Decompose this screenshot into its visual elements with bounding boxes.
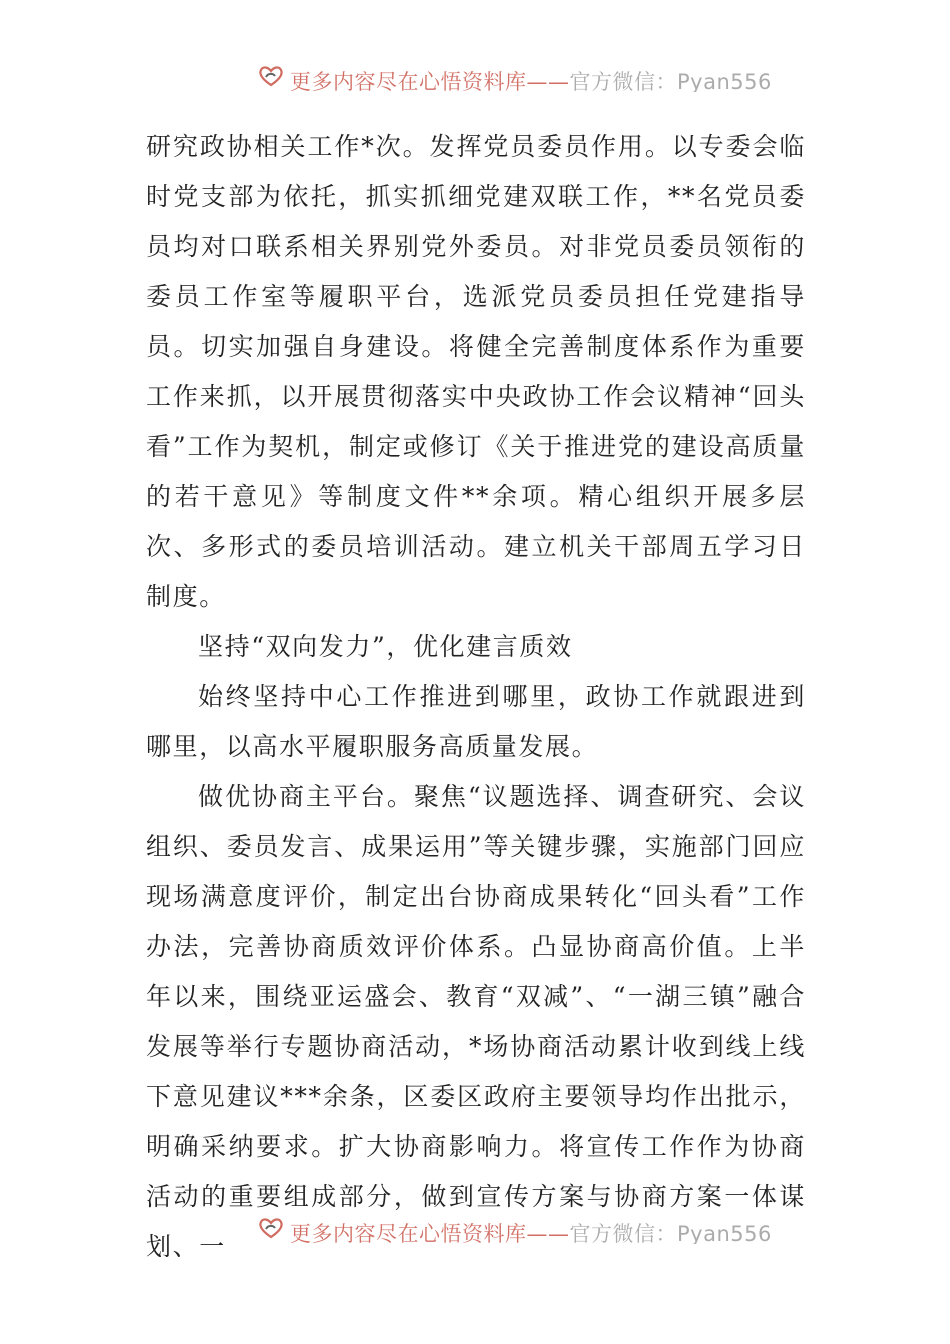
paragraph-3: 做优协商主平台。聚焦“议题选择、调查研究、会议组织、委员发言、成果运用”等关键步骤，实施部门回应现场满意度评价，制定出台协商成果转化“回头看”工作办法，完善协商质效评价体系。凸显协商高价值。上半年以来，围绕亚运盛会、教育“双减”、“一湖三镇”融合发展等举行专题协商活动，*场协商活动累计收到线上线下意见建议***余条，区委区政府主要领导均作出批示，明确采纳要求。扩大协商影响力。将宣传工作作为协商活动的重要组成部分，做到宣传方案与协商方案一体谋划、一	[146, 782, 806, 1261]
section-heading: 坚持“双向发力”，优化建言质效	[198, 632, 573, 661]
paragraph-2: 始终坚持中心工作推进到哪里，政协工作就跟进到哪里，以高水平履职服务高质量发展。	[146, 682, 806, 761]
paragraph-1: 研究政协相关工作*次。发挥党员委员作用。以专委会临时党支部为依托，抓实抓细党建双联工作，**名党员委员均对口联系相关界别党外委员。对非党员委员领衔的委员工作室等履职平台，选派党员委员担任党建指导员。切实加强自身建设。将健全完善制度体系作为重要工作来抓，以开展贯彻落实中央政协工作会议精神“回头看”工作为契机，制定或修订《关于推进党的建设高质量的若干意见》等制度文件**余项。精心组织开展多层次、多形式的委员培训活动。建立机关干部周五学习日制度。	[146, 132, 806, 611]
watermark-banner-top	[0, 52, 950, 92]
heart-swirl-logo-icon	[258, 65, 284, 87]
watermark-text: 更多内容尽在心悟资料库——官方微信：Pyan556	[290, 70, 772, 92]
watermark-text: 更多内容尽在心悟资料库——官方微信：Pyan556	[290, 1222, 772, 1244]
watermark-banner-bottom	[0, 1204, 950, 1244]
heart-swirl-logo-icon	[258, 1217, 284, 1239]
document-body	[146, 122, 806, 1272]
